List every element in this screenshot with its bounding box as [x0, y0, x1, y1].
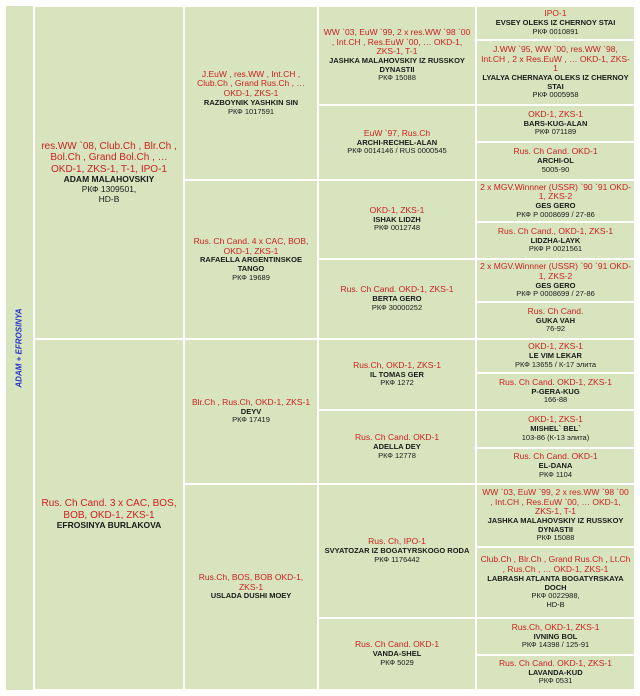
dog-name: P-GERA-KUG [531, 386, 580, 396]
dog-titles: res.WW `08, Club.Ch , Blr.Ch , Bol.Ch , Grand Bol.Ch , … OKD-1, ZKS-1, T-1, IPO-1 [41, 140, 177, 175]
dog-name: USLADA DUSHI MOEY [210, 591, 292, 601]
dog-titles: Rus. Ch Cand. OKD-1, ZKS-1 [340, 284, 454, 295]
pedigree-cell-gen2-1 [185, 7, 317, 179]
dog-name: BERTA GERO [372, 294, 422, 304]
dog-titles: Rus. Ch Cand. OKD-1 [354, 639, 440, 650]
dog-registration: РКФ Р 0008699 / 27-86 [516, 209, 595, 219]
dog-registration: РКФ 071189 [534, 127, 577, 137]
pedigree-cell-gen1-2 [35, 340, 183, 689]
dog-registration: РКФ 1017591 [227, 106, 275, 116]
dog-registration: РКФ 15088 [378, 73, 416, 83]
dog-registration: РКФ 13655 / К-17 элита [514, 359, 597, 369]
dog-registration: РКФ 30000252 [371, 302, 423, 312]
dog-name: ARCHI-RECHEL-ALAN [356, 137, 438, 147]
dog-titles: Rus. Ch, IPO-1 [368, 536, 426, 547]
dog-name: VANDA-SHEL [372, 649, 422, 659]
dog-titles: OKD-1, ZKS-1 [528, 414, 583, 425]
dog-registration: РКФ 0022988, [531, 591, 580, 601]
dog-name: SVYATOZAR IZ BOGATYRSKOGO RODA [324, 546, 470, 556]
dog-titles: OKD-1, ZKS-1 [528, 108, 583, 119]
dog-name: DEYV [240, 406, 262, 416]
dog-registration: РКФ 0014146 / RUS 0000545 [347, 146, 447, 156]
pedigree-cell-gen4-14 [477, 548, 634, 617]
pedigree-cell-gen3-5 [319, 340, 475, 409]
dog-registration: РКФ 0005958 [532, 90, 579, 100]
pedigree-label-text: ADAM + EFROSINYA [14, 308, 24, 388]
dog-titles: WW `03, EuW `99, 2 x res.WW `98 `00 , Int.CH , Res.EuW `00, … OKD-1, ZKS-1, T-1 [323, 26, 471, 57]
dog-titles: 2 x MGV.Winnner (USSR) `90 `91 OKD-1, ZKS-2 [480, 261, 631, 281]
pedigree-cell-gen4-12 [477, 449, 634, 483]
dog-registration: РКФ 0012748 [373, 223, 421, 233]
dog-registration: РКФ 0531 [538, 676, 573, 686]
pedigree-cell-gen4-13 [477, 485, 634, 546]
pedigree-cell-gen4-11 [477, 411, 634, 447]
pedigree-label [6, 6, 33, 690]
dog-titles: Rus. Ch Cand. OKD-1 [354, 432, 440, 443]
dog-name: GES GERO [535, 201, 576, 211]
pedigree-cell-gen4-16 [477, 656, 634, 689]
dog-registration: РКФ 17419 [232, 415, 270, 425]
pedigree-cell-gen2-4 [185, 485, 317, 689]
dog-registration: РКФ 15088 [536, 533, 575, 543]
dog-name: IVNING BOL [533, 631, 578, 641]
dog-titles: Blr.Ch , Rus.Ch, OKD-1, ZKS-1 [191, 396, 311, 407]
dog-name: EVSEY OLEKS IZ CHERNOY STAI [495, 18, 616, 28]
dog-titles: Rus.Ch, OKD-1, ZKS-1 [511, 621, 600, 632]
dog-name: LAVANDA-KUD [528, 667, 583, 677]
dog-registration: РКФ 19689 [232, 272, 270, 282]
dog-name: LYALYA CHERNAYA OLEKS IZ CHERNOY STAI [482, 73, 629, 91]
dog-registration: РКФ 0010891 [532, 26, 579, 36]
pedigree-cell-gen2-3 [185, 340, 317, 483]
dog-name: ADELLA DEY [373, 442, 421, 452]
dog-name: RAZBOYNIK YASHKIN SIN [203, 98, 299, 108]
dog-titles: J.EuW , res.WW , Int.CH , Club.Ch , Grand Rus.Ch , … OKD-1, ZKS-1 [197, 68, 305, 99]
dog-registration: РКФ Р 0008699 / 27-86 [516, 289, 595, 299]
pedigree-cell-gen4-15 [477, 619, 634, 654]
dog-name: ARCHI-OL [537, 156, 574, 166]
dog-registration: 166-88 [543, 395, 568, 405]
dog-registration: РКФ Р 0021561 [528, 244, 583, 254]
dog-registration: РКФ 14398 / 125-91 [521, 640, 590, 650]
pedigree-cell-gen4-3 [477, 106, 634, 141]
dog-registration: 103-86 (К-13 элита) [521, 432, 590, 442]
dog-health-grade: HD-B [98, 193, 120, 204]
dog-titles: J.WW `95, WW `00, res.WW `98, Int.CH , 2 x Res.EuW , … OKD-1, ZKS-1 [481, 43, 630, 74]
pedigree-cell-gen3-4 [319, 260, 475, 338]
dog-titles: Rus. Ch Cand. OKD-1, ZKS-1 [499, 657, 612, 668]
dog-titles: Rus. Ch Cand. OKD-1 [513, 146, 598, 157]
pedigree-cell-gen3-7 [319, 485, 475, 617]
dog-name: JASHKA MALAHOVSKIY IZ RUSSKOY DYNASTII [329, 56, 465, 74]
pedigree-cell-gen4-10 [477, 374, 634, 409]
pedigree-cell-gen4-9 [477, 340, 634, 372]
dog-name: ADAM MALAHOVSKIY [63, 174, 155, 185]
dog-titles: OKD-1, ZKS-1 [528, 341, 583, 352]
dog-name: JASHKA MALAHOVSKIY IZ RUSSKOY DYNASTII [487, 516, 624, 534]
dog-titles: Rus. Ch Cand. 4 x CAC, BOB, OKD-1, ZKS-1 [193, 235, 309, 256]
pedigree-cell-gen1-1 [35, 7, 183, 338]
dog-titles: IPO-1 [544, 8, 567, 19]
dog-registration: 76-92 [545, 324, 566, 334]
dog-registration: РКФ 1272 [380, 378, 414, 388]
pedigree-cell-gen3-6 [319, 411, 475, 483]
pedigree-cell-gen3-1 [319, 7, 475, 104]
dog-name: BARS-KUG-ALAN [523, 118, 588, 128]
dog-titles: Rus. Ch Cand., OKD-1, ZKS-1 [497, 225, 614, 236]
dog-registration: РКФ 1104 [538, 469, 573, 479]
dog-titles: Rus. Ch Cand. OKD-1, ZKS-1 [499, 376, 612, 387]
dog-name: LIDZHA-LAYK [530, 235, 581, 245]
dog-titles: Rus.Ch, OKD-1, ZKS-1 [353, 359, 441, 370]
dog-titles: 2 x MGV.Winnner (USSR) `90 `91 OKD-1, ZKS-2 [480, 181, 631, 202]
dog-name: LABRASH ATLANTA BOGATYRSKAYA DOCH [487, 574, 624, 592]
pedigree-cell-gen4-6 [477, 223, 634, 258]
pedigree-cell-gen3-8 [319, 619, 475, 689]
pedigree-cell-gen4-7 [477, 260, 634, 301]
dog-name: ISHAK LIDZH [373, 214, 421, 224]
dog-registration: РКФ 1309501, [81, 183, 137, 194]
dog-name: GUKA VAH [535, 315, 576, 325]
dog-name: EFROSINYA BURLAKOVA [56, 520, 162, 531]
dog-titles: Club.Ch , Blr.Ch , Grand Rus.Ch , Lt.Ch , Rus.Ch , … OKD-1, ZKS-1 [480, 554, 631, 575]
dog-name: LE VIM LEKAR [529, 351, 582, 361]
pedigree-cell-gen2-2 [185, 181, 317, 338]
dog-titles: OKD-1, ZKS-1 [369, 204, 425, 215]
dog-titles: Rus. Ch Cand. 3 x CAC, BOS, BOB, OKD-1, ZKS-1 [41, 498, 177, 521]
pedigree-cell-gen4-2 [477, 41, 634, 104]
pedigree-cell-gen4-5 [477, 181, 634, 221]
dog-titles: WW `03, EuW `99, 2 x res.WW `98 `00 , Int.CH , Res.EuW `00, … OKD-1, ZKS-1, T-1 [482, 486, 629, 517]
dog-name: RAFAELLA ARGENTINSKOE TANGO [200, 255, 302, 273]
pedigree-cell-gen4-1 [477, 7, 634, 39]
dog-registration: 5005-90 [541, 164, 570, 174]
pedigree-cell-gen4-4 [477, 143, 634, 179]
dog-name: MISHEL` BEL` [530, 424, 581, 434]
dog-registration: РКФ 5029 [380, 657, 414, 667]
dog-titles: Rus.Ch, BOS, BOB OKD-1, ZKS-1 [198, 571, 304, 592]
pedigree-cell-gen3-2 [319, 106, 475, 179]
dog-name: IL TOMAS GER [370, 369, 424, 379]
dog-registration: РКФ 12778 [378, 450, 416, 460]
pedigree-cell-gen3-3 [319, 181, 475, 258]
dog-registration: РКФ 1176442 [374, 554, 420, 564]
dog-name: EL-DANA [538, 461, 573, 471]
pedigree-cell-gen4-8 [477, 303, 634, 338]
dog-name: GES GERO [535, 280, 576, 290]
dog-titles: EuW `97, Rus.Ch [363, 127, 431, 138]
dog-health-grade: HD-B [546, 599, 565, 609]
dog-titles: Rus. Ch Cand. OKD-1 [513, 451, 598, 462]
dog-titles: Rus. Ch Cand. [527, 305, 584, 316]
